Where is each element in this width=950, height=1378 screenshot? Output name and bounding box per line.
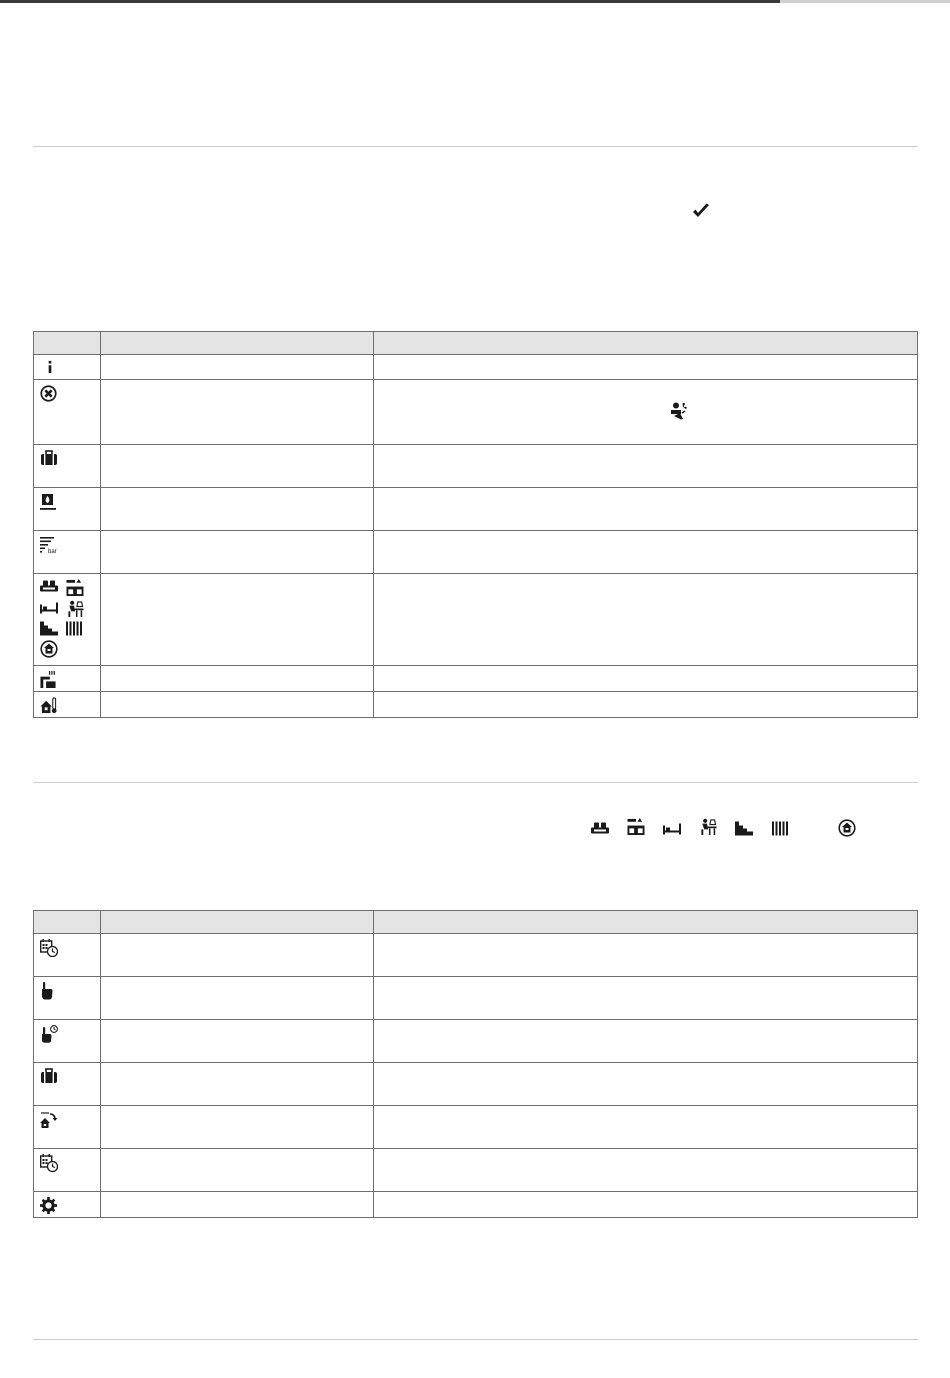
- meaning-cell: [101, 1020, 374, 1063]
- symbol-cell: [34, 488, 101, 531]
- section-divider-1: [33, 146, 918, 147]
- suitcase-icon: [40, 1068, 58, 1084]
- pressure-bar-icon: [40, 536, 62, 554]
- info-icon: [43, 360, 57, 374]
- symbol-cell: [34, 380, 101, 445]
- sofa-icon: [40, 579, 58, 596]
- house-thermometer-icon: [40, 697, 58, 714]
- description-cell: [374, 666, 918, 692]
- stairs-icon: [40, 621, 58, 636]
- header-col-description: [374, 911, 918, 934]
- description-cell: [374, 488, 918, 531]
- description-cell: [374, 355, 918, 380]
- meaning-cell: [101, 1192, 374, 1218]
- service-person-phone-icon: [670, 402, 690, 420]
- description-cell: [374, 574, 918, 666]
- page-top-edge-light: [780, 0, 950, 3]
- gear-icon: [40, 1197, 57, 1214]
- table-header-row: [34, 332, 918, 355]
- header-col-meaning: [101, 911, 374, 934]
- description-cell: [374, 1020, 918, 1063]
- meaning-cell: [101, 1063, 374, 1106]
- symbol-cell: [34, 574, 101, 666]
- house-circle-icon: [40, 640, 58, 658]
- symbol-cell: [34, 692, 101, 718]
- symbol-cell: [34, 531, 101, 574]
- table-row: [34, 977, 918, 1020]
- bed-icon: [40, 600, 58, 617]
- meaning-cell: [101, 574, 374, 666]
- table-row: [34, 488, 918, 531]
- header-col-description: [374, 332, 918, 355]
- description-cell: [374, 934, 918, 977]
- table-row: [34, 445, 918, 488]
- suitcase-icon: [40, 450, 58, 466]
- status-symbols-table: [33, 331, 918, 718]
- meaning-cell: [101, 445, 374, 488]
- table-row: [34, 1106, 918, 1149]
- table-row: [34, 934, 918, 977]
- symbol-cell: [34, 666, 101, 692]
- radiator-icon: [66, 621, 82, 636]
- hand-clock-icon: [40, 1025, 58, 1043]
- operating-modes-table: [33, 910, 918, 1218]
- symbol-cell: [34, 355, 101, 380]
- kitchen-icon: [627, 818, 645, 835]
- table-row: [34, 1020, 918, 1063]
- description-cell: [374, 445, 918, 488]
- table-row: [34, 666, 918, 692]
- desk-icon: [66, 600, 84, 617]
- symbol-cell: [34, 1020, 101, 1063]
- symbol-cell: [34, 1192, 101, 1218]
- error-cross-icon: [40, 385, 57, 402]
- table-row: [34, 355, 918, 380]
- symbol-cell: [34, 445, 101, 488]
- description-cell: [374, 380, 918, 445]
- table-header-row: [34, 911, 918, 934]
- radiator-icon: [772, 821, 788, 836]
- symbol-cell: [34, 1063, 101, 1106]
- hand-pointer-icon: [40, 982, 54, 1000]
- symbol-cell: [34, 977, 101, 1020]
- table-row: [34, 574, 918, 666]
- meaning-cell: [101, 380, 374, 445]
- section-divider-2: [33, 782, 918, 783]
- symbol-cell: [34, 934, 101, 977]
- sofa-icon: [591, 821, 609, 836]
- calendar-clock-icon: [40, 1154, 58, 1172]
- house-circle-icon: [838, 819, 856, 837]
- table-row: [34, 380, 918, 445]
- symbol-cell: [34, 1106, 101, 1149]
- table-row: [34, 1192, 918, 1218]
- description-cell: [374, 1063, 918, 1106]
- meaning-cell: [101, 934, 374, 977]
- description-cell: [374, 977, 918, 1020]
- description-cell: [374, 1192, 918, 1218]
- calendar-clock-icon: [40, 939, 58, 957]
- kitchen-icon: [66, 579, 84, 596]
- symbol-cell: [34, 1149, 101, 1192]
- header-col-symbol: [34, 911, 101, 934]
- page-top-edge: [0, 0, 950, 3]
- description-cell: [374, 692, 918, 718]
- description-cell: [374, 1149, 918, 1192]
- header-col-symbol: [34, 332, 101, 355]
- fan-unit-icon: [40, 671, 56, 688]
- checkmark-icon: [692, 203, 710, 219]
- stairs-icon: [735, 821, 753, 836]
- meaning-cell: [101, 666, 374, 692]
- meaning-cell: [101, 977, 374, 1020]
- meaning-cell: [101, 692, 374, 718]
- table-row: [34, 692, 918, 718]
- meaning-cell: [101, 1106, 374, 1149]
- table-row: [34, 1063, 918, 1106]
- bed-icon: [663, 821, 681, 836]
- page-top-edge-dark: [0, 0, 780, 3]
- water-heater-flame-icon: [40, 493, 56, 511]
- desk-icon: [699, 818, 717, 835]
- house-remote-icon: [40, 1111, 58, 1129]
- footer-divider: [33, 1339, 918, 1340]
- meaning-cell: [101, 1149, 374, 1192]
- table-row: [34, 531, 918, 574]
- header-col-meaning: [101, 332, 374, 355]
- meaning-cell: [101, 531, 374, 574]
- meaning-cell: [101, 488, 374, 531]
- description-cell: [374, 531, 918, 574]
- description-cell: [374, 1106, 918, 1149]
- meaning-cell: [101, 355, 374, 380]
- table-row: [34, 1149, 918, 1192]
